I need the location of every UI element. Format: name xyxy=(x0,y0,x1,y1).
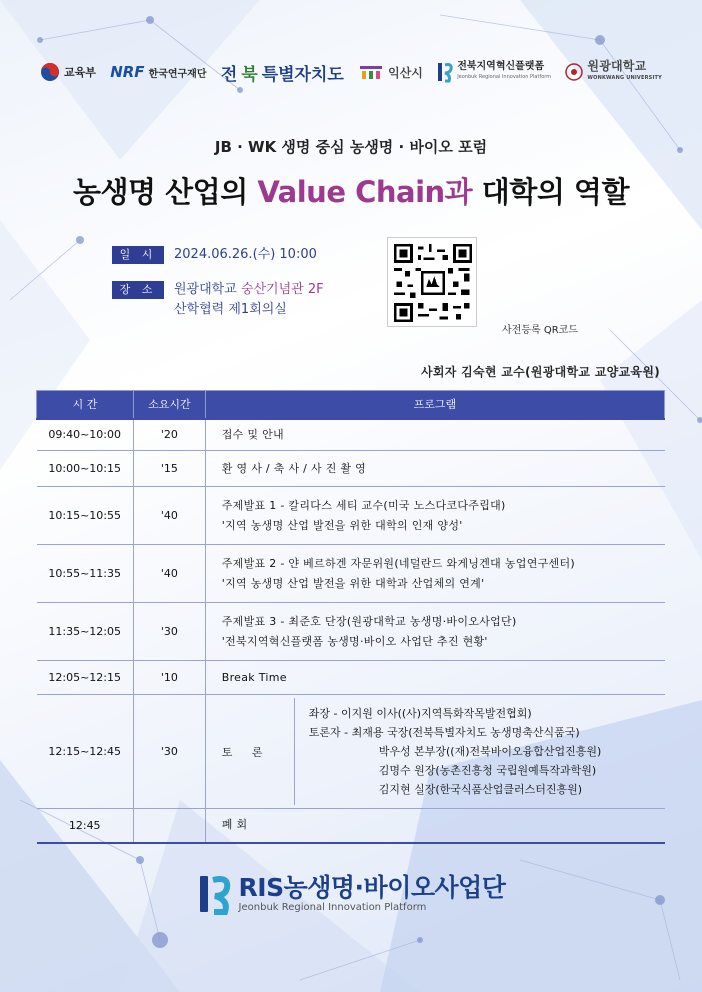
row-time: 11:35~12:05 xyxy=(37,603,134,661)
wk-sub: WONKWANG UNIVERSITY xyxy=(587,75,662,81)
place-label: 장 소 xyxy=(112,281,164,299)
row-time: 10:55~11:35 xyxy=(37,545,134,603)
taegeuk-icon xyxy=(40,62,60,82)
ris-text xyxy=(457,61,551,83)
iksan-emblem-icon xyxy=(358,62,384,82)
place-line-1b: 숭산기념관 2F xyxy=(240,282,324,297)
header-time: 시 간 xyxy=(37,391,134,419)
row-program-line-2: '전북지역혁신플랫폼 농생명·바이오 사업단 추진 현황' xyxy=(221,634,488,648)
date-row xyxy=(112,246,324,265)
forum-subtitle: JB · WK 생명 중심 농생명 · 바이오 포럼 xyxy=(214,138,488,156)
title-part-1: 농생명 산업의 xyxy=(73,175,258,209)
table-row xyxy=(37,419,665,451)
table-header-row xyxy=(37,391,665,419)
table-row xyxy=(37,603,665,661)
table-row xyxy=(37,661,665,695)
panel-discussion xyxy=(222,698,665,805)
moderator: 사회자 김숙현 교수(원광대학교 교양교육원) xyxy=(420,365,660,379)
row-program: 접수 및 안내 xyxy=(205,419,664,451)
row-time: 09:40~10:00 xyxy=(37,419,134,451)
table-row-panel xyxy=(37,695,665,809)
row-program xyxy=(205,695,664,809)
panel-label: 토 론 xyxy=(221,745,271,759)
title-part-2: 대학의 역할 xyxy=(481,175,629,209)
panel-members xyxy=(294,698,602,805)
row-duration: '20 xyxy=(133,419,205,451)
place-line-1a: 원광대학교 xyxy=(174,282,241,297)
forum-title xyxy=(0,170,702,211)
row-program-line-2: '지역 농생명 산업 발전을 위한 대학의 인재 양성' xyxy=(221,518,463,532)
row-duration xyxy=(133,809,205,843)
nrf-name: 한국연구재단 xyxy=(148,68,207,80)
date-value: 2024.06.26.(수) 10:00 xyxy=(174,247,317,262)
row-time: 12:45 xyxy=(37,809,134,843)
logo-bar xyxy=(40,52,662,92)
iksan-name: 익산시 xyxy=(388,65,423,80)
row-program xyxy=(205,487,664,545)
row-program-line-1: 주제발표 3 - 최준호 단장(원광대학교 농생명·바이오사업단) xyxy=(221,614,517,628)
date-label: 일 시 xyxy=(112,246,164,264)
program-schedule-table xyxy=(36,390,665,844)
iksan-logo xyxy=(358,62,423,82)
place-line-2: 산학협력 제1회의실 xyxy=(174,302,287,317)
table-row xyxy=(37,809,665,843)
row-program xyxy=(205,545,664,603)
header-duration: 소요시간 xyxy=(133,391,205,419)
qr-code-icon xyxy=(394,244,472,322)
jb-text-3: 특별자치도 xyxy=(261,64,344,85)
panel-member: 김명수 원장(농촌진흥청 국립원예특작과학원) xyxy=(378,764,597,777)
row-program-line-1: 주제발표 2 - 얀 베르하겐 자문위원(네덜란드 와게닝겐대 농업연구센터) xyxy=(221,556,576,570)
moe-logo xyxy=(40,62,96,82)
row-time: 10:15~10:55 xyxy=(37,487,134,545)
place-row xyxy=(112,281,324,320)
row-program: 폐 회 xyxy=(205,809,664,843)
ris-footer-emblem-icon xyxy=(197,872,233,916)
row-duration: '30 xyxy=(133,695,205,809)
footer-title: RIS농생명·바이오사업단 xyxy=(238,873,506,902)
ris-logo xyxy=(437,61,551,83)
row-program-line-2: '지역 농생명 산업 발전을 위한 대학과 산업체의 연계' xyxy=(221,576,485,590)
wk-name: 원광대학교 xyxy=(587,59,647,73)
panel-member: 토론자 - 최재용 국장(전북특별자치도 농생명축산식품국) xyxy=(308,726,580,739)
place-value xyxy=(174,280,324,320)
row-program-line-1: 주제발표 1 - 칼리다스 세티 교수(미국 노스다코다주립대) xyxy=(221,498,506,512)
row-program: 환 영 사 / 축 사 / 사 진 촬 영 xyxy=(205,451,664,487)
row-duration: '40 xyxy=(133,487,205,545)
row-duration: '15 xyxy=(133,451,205,487)
row-program: Break Time xyxy=(205,661,664,695)
row-time: 12:05~12:15 xyxy=(37,661,134,695)
qr-caption: 사전등록 QR코드 xyxy=(502,325,578,336)
registration-qr-code[interactable] xyxy=(387,237,477,327)
footer-text xyxy=(239,874,506,914)
wonkwang-logo xyxy=(565,60,662,84)
wonkwang-emblem-icon xyxy=(565,63,583,81)
event-info xyxy=(112,246,324,336)
row-time: 12:15~12:45 xyxy=(37,695,134,809)
jb-text-2: 북 xyxy=(241,64,258,85)
row-time: 10:00~10:15 xyxy=(37,451,134,487)
footer-brand xyxy=(0,872,702,916)
jb-text-1: 전 xyxy=(220,64,238,85)
table-row xyxy=(37,451,665,487)
header-program: 프로그램 xyxy=(205,391,664,419)
row-duration: '10 xyxy=(133,661,205,695)
moe-name: 교육부 xyxy=(64,66,96,79)
footer-subtitle: Jeonbuk Regional Innovation Platform xyxy=(238,902,427,913)
table-row xyxy=(37,487,665,545)
ris-name: 전북지역혁신플랫폼 xyxy=(457,61,545,72)
panel-member: 김지현 실장(한국식품산업클러스터진흥원) xyxy=(378,783,583,796)
ris-emblem-icon xyxy=(437,61,453,83)
title-accent: Value Chain과 xyxy=(257,175,482,209)
nrf-mark: NRF xyxy=(110,63,145,81)
panel-member: 박우성 본부장((재)전북바이오융합산업진흥원) xyxy=(378,745,602,758)
row-program xyxy=(205,603,664,661)
panel-chair: 좌장 - 이지원 이사((사)지역특화작목발전협회) xyxy=(308,707,532,720)
nrf-logo xyxy=(110,63,206,81)
row-duration: '30 xyxy=(133,603,205,661)
row-duration: '40 xyxy=(133,545,205,603)
table-row xyxy=(37,545,665,603)
jeonbuk-logo xyxy=(221,60,344,85)
wk-text xyxy=(587,60,662,84)
ris-sub: Jeonbuk Regional Innovation Platform xyxy=(457,74,552,80)
